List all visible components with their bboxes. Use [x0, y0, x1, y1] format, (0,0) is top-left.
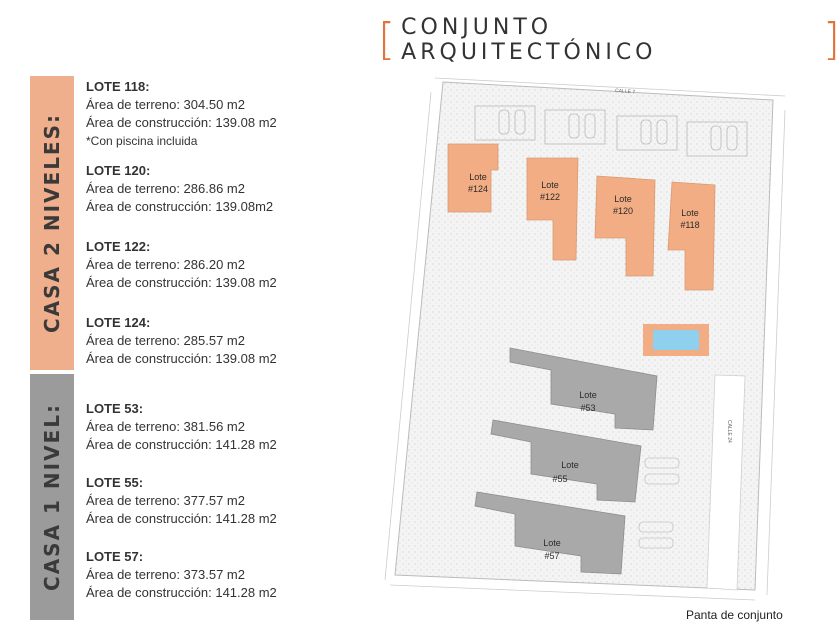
lote-construccion: Área de construcción: 141.28 m2 — [86, 585, 277, 600]
lote-name: LOTE 124: — [86, 315, 151, 330]
lot-word-122: Lote — [541, 180, 559, 190]
lot-word-55: Lote — [561, 460, 579, 470]
lote-name: LOTE 55: — [86, 475, 144, 490]
lot-word-120: Lote — [614, 194, 632, 204]
lote-construccion: Área de construcción: 139.08 m2 — [86, 351, 277, 366]
lote-terreno: Área de terreno: 304.50 m2 — [86, 97, 245, 112]
lote-122-info — [86, 238, 277, 292]
lote-construccion: Área de construcción: 139.08 m2 — [86, 115, 277, 130]
street-label-calle-24: CALLE 24 — [726, 420, 732, 443]
lote-53-info — [86, 400, 277, 454]
lote-terreno: Área de terreno: 381.56 m2 — [86, 419, 245, 434]
lote-note: *Con piscina incluida — [86, 134, 198, 148]
lot-word-53: Lote — [579, 390, 597, 400]
plan-drawing — [385, 78, 785, 600]
lot-number-57: #57 — [544, 551, 560, 561]
lote-terreno: Área de terreno: 286.86 m2 — [86, 181, 245, 196]
lot-number-118: #118 — [680, 220, 700, 230]
site-plan — [335, 70, 840, 610]
title-bracket-left: [ — [378, 14, 396, 65]
lote-120-info — [86, 162, 273, 216]
lote-construccion: Área de construcción: 141.28 m2 — [86, 437, 277, 452]
lote-name: LOTE 118: — [86, 79, 150, 94]
lote-57-info — [86, 548, 277, 602]
lote-construccion: Área de construcción: 139.08m2 — [86, 199, 274, 214]
lot-number-124: #124 — [467, 184, 489, 194]
lote-124-info — [86, 314, 277, 368]
lote-name: LOTE 120: — [86, 163, 151, 178]
lote-construccion: Área de construcción: 139.08 m2 — [86, 275, 277, 290]
lot-word-118: Lote — [681, 208, 699, 218]
section-band-one-level — [30, 374, 74, 620]
lote-name: LOTE 122: — [86, 239, 151, 254]
lot-number-53: #53 — [580, 403, 596, 413]
lot-word-57: Lote — [543, 538, 561, 548]
lote-118-info — [86, 78, 277, 150]
section-label-one-level: CASA 1 NIVEL: — [40, 403, 64, 591]
street-label-calle-7: CALLE 7 — [614, 88, 636, 96]
lote-name: LOTE 57: — [86, 549, 144, 564]
lote-terreno: Área de terreno: 285.57 m2 — [86, 333, 245, 348]
title-block — [378, 14, 840, 65]
lote-name: LOTE 53: — [86, 401, 144, 416]
pool-water — [653, 330, 699, 350]
lote-55-info — [86, 474, 277, 528]
section-label-two-levels: CASA 2 NIVELES: — [40, 112, 64, 334]
plan-caption: Panta de conjunto — [686, 608, 783, 622]
lote-terreno: Área de terreno: 286.20 m2 — [86, 257, 245, 272]
lot-number-55: #55 — [552, 474, 568, 484]
lot-number-122: #122 — [539, 192, 561, 202]
lote-terreno: Área de terreno: 377.57 m2 — [86, 493, 245, 508]
page-title: CONJUNTO ARQUITECTÓNICO — [401, 15, 657, 65]
title-bracket-right: ] — [822, 14, 840, 65]
lote-construccion: Área de construcción: 141.28 m2 — [86, 511, 277, 526]
lot-number-120: #120 — [612, 206, 634, 216]
lot-word-124: Lote — [469, 172, 487, 182]
lote-terreno: Área de terreno: 373.57 m2 — [86, 567, 245, 582]
section-band-two-levels — [30, 76, 74, 370]
